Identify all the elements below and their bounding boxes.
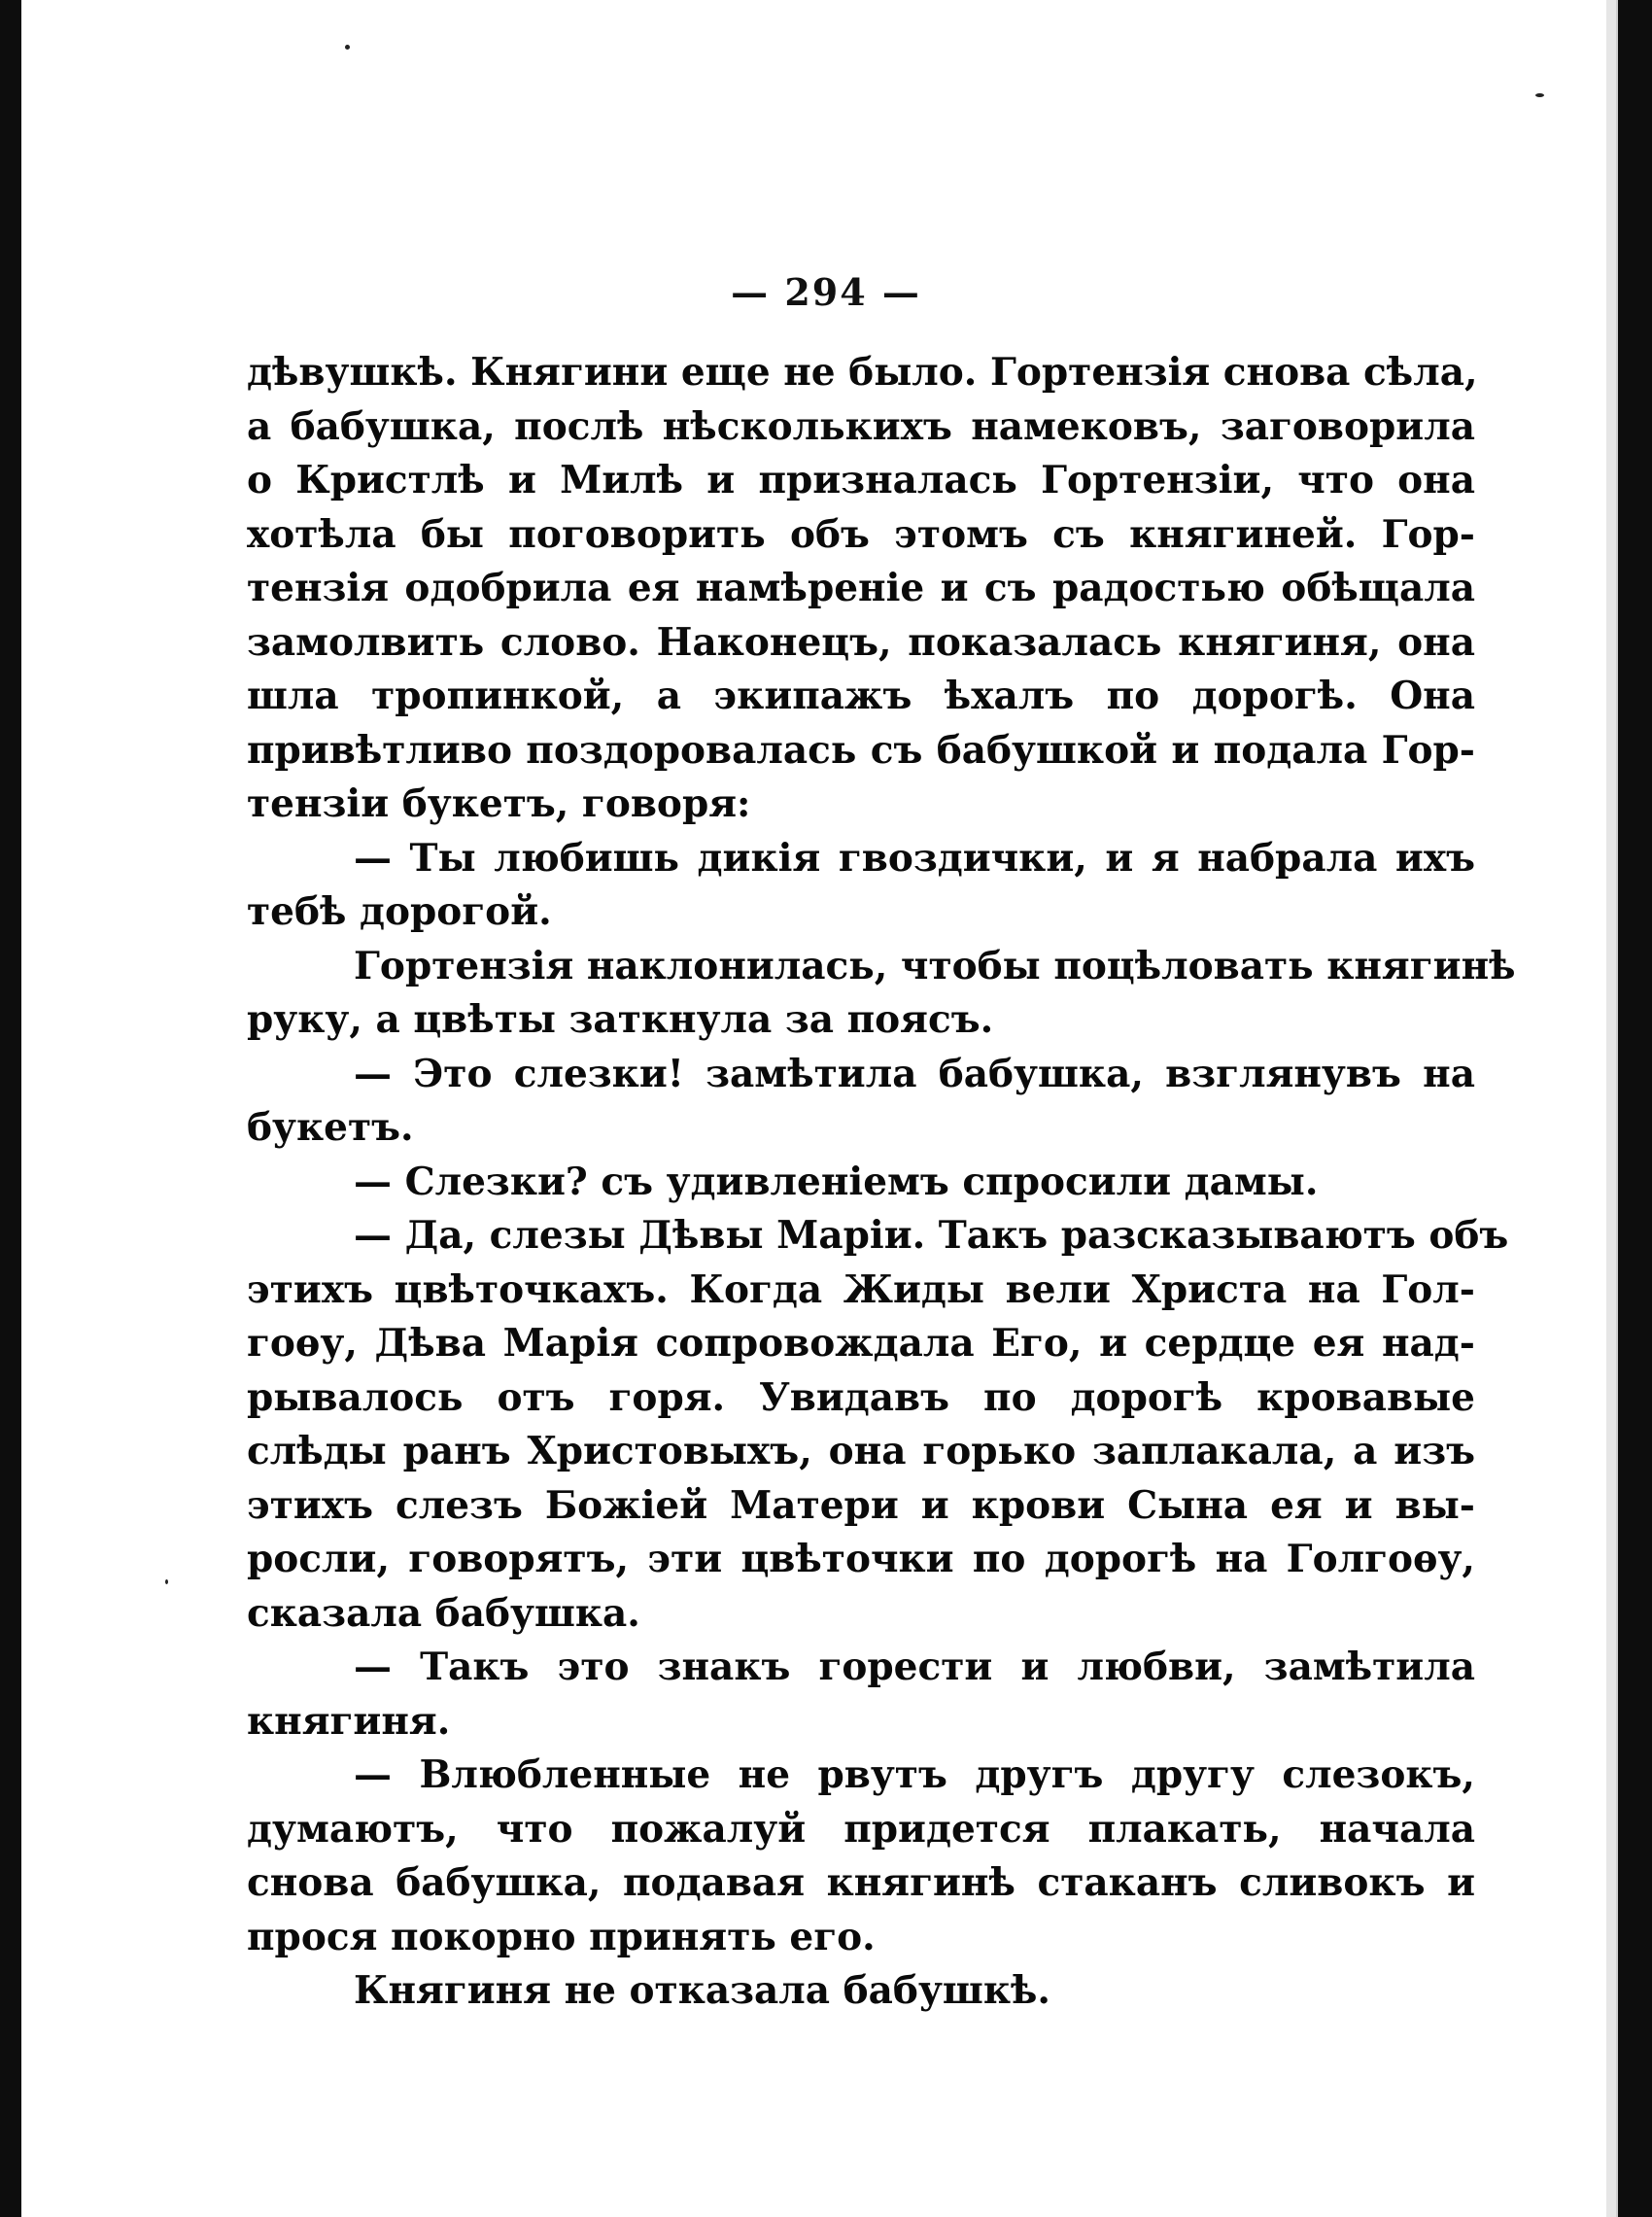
text-line: тензія одобрила ея намѣреніе и съ радостью обѣщала bbox=[247, 566, 1475, 610]
text-line: прося покорно принять его. bbox=[247, 1914, 876, 1959]
text-line: Гортензія наклонилась, чтобы поцѣловать княгинѣ bbox=[354, 943, 1516, 988]
text-line: росли, говорятъ, эти цвѣточки по дорогѣ на Голгоѳу, bbox=[247, 1537, 1475, 1581]
text-line: а бабушка, послѣ нѣсколькихъ намековъ, заговорила bbox=[247, 403, 1475, 449]
text-line: думаютъ, что пожалуй придется плакать, начала bbox=[247, 1806, 1475, 1852]
text-line: — Ты любишь дикія гвоздички, и я набрала ихъ bbox=[354, 835, 1475, 881]
text-line: Княгиня не отказала бабушкѣ. bbox=[354, 1968, 1050, 2013]
scan-speck bbox=[165, 1579, 168, 1584]
text-line: — Это слезки! замѣтила бабушка, взглянувъ на bbox=[354, 1051, 1475, 1096]
scan-right-border bbox=[1618, 0, 1652, 2217]
text-line: этихъ цвѣточкахъ. Когда Жиды вели Христа на Гол- bbox=[247, 1266, 1475, 1312]
text-line: снова бабушка, подавая княгинѣ стаканъ сливокъ и bbox=[247, 1860, 1475, 1905]
text-line: гоѳу, Дѣва Марія сопровождала Его, и сердце ея над- bbox=[247, 1321, 1475, 1366]
text-line: княгиня. bbox=[247, 1698, 451, 1744]
scan-right-inner-edge bbox=[1606, 0, 1618, 2217]
text-line: тебѣ дорогой. bbox=[247, 889, 552, 934]
text-line: о Кристлѣ и Милѣ и призналась Гортензіи, что она bbox=[247, 458, 1475, 502]
text-line: этихъ слезъ Божіей Матери и крови Сына ея и вы- bbox=[247, 1482, 1475, 1528]
text-line: дѣвушкѣ. Княгини еще не было. Гортензія снова сѣла, bbox=[247, 350, 1478, 395]
scan-speck bbox=[1535, 93, 1544, 97]
text-line: рывалось отъ горя. Увидавъ по дорогѣ кровавые bbox=[247, 1374, 1475, 1420]
text-line: — Влюбленные не рвутъ другъ другу слезокъ, bbox=[354, 1752, 1475, 1797]
scan-left-border bbox=[0, 0, 21, 2217]
text-line: хотѣла бы поговорить объ этомъ съ княгиней. Гор- bbox=[247, 511, 1475, 557]
text-line: руку, а цвѣты заткнула за поясъ. bbox=[247, 997, 994, 1042]
scan-speck bbox=[345, 45, 350, 50]
page-number: — 294 — bbox=[731, 270, 921, 314]
text-line: шла тропинкой, а экипажъ ѣхалъ по дорогѣ. Она bbox=[247, 674, 1475, 718]
text-line: — Такъ это знакъ горести и любви, замѣтила bbox=[354, 1645, 1475, 1689]
text-line: слѣды ранъ Христовыхъ, она горько заплакала, а изъ bbox=[247, 1429, 1475, 1473]
text-line: тензіи букетъ, говоря: bbox=[247, 781, 751, 826]
text-line: — Слезки? съ удивленіемъ спросили дамы. bbox=[354, 1159, 1319, 1204]
text-line: сказала бабушка. bbox=[247, 1590, 640, 1636]
text-line: привѣтливо поздоровалась съ бабушкой и подала Гор- bbox=[247, 727, 1475, 773]
text-line: — Да, слезы Дѣвы Маріи. Такъ разсказываютъ объ bbox=[354, 1213, 1509, 1258]
text-line: букетъ. bbox=[247, 1105, 414, 1150]
text-line: замолвить слово. Наконецъ, показалась княгиня, она bbox=[247, 619, 1475, 665]
body-text bbox=[247, 346, 1516, 2019]
